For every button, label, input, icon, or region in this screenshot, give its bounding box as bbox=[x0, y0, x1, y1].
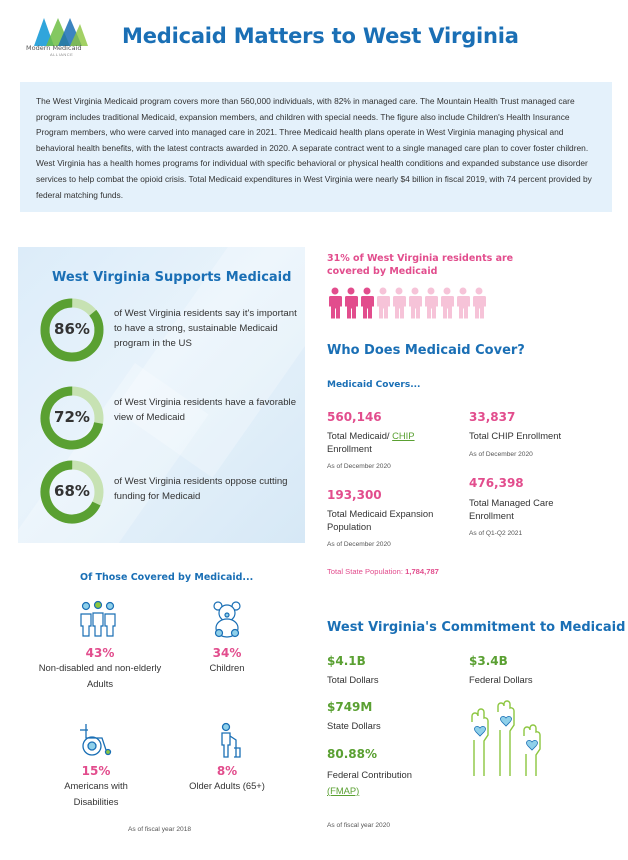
person-icon bbox=[424, 287, 438, 319]
value-total-medicaid: 560,146 bbox=[327, 410, 382, 424]
person-icon bbox=[344, 287, 358, 319]
label-state-dollars: State Dollars bbox=[327, 720, 381, 731]
supports-title: West Virginia Supports Medicaid bbox=[52, 270, 292, 285]
label-adults: Non-disabled and non-elderly Adults bbox=[38, 662, 162, 689]
value-total-dollars: $4.1B bbox=[327, 654, 366, 668]
fmap-link[interactable]: (FMAP) bbox=[327, 785, 360, 796]
state-population-value: 1,784,787 bbox=[405, 567, 439, 576]
stat-text-3: of West Virginia residents oppose cutting funding for Medicaid bbox=[114, 476, 288, 502]
intro-panel bbox=[20, 82, 612, 212]
label-older-adults: Older Adults (65+) bbox=[189, 780, 265, 791]
pct-older-adults: 8% bbox=[216, 764, 238, 778]
note-expansion: As of December 2020 bbox=[327, 541, 391, 548]
of-those-title: Of Those Covered by Medicaid... bbox=[80, 572, 254, 583]
adults-group-icon bbox=[76, 600, 120, 638]
label-total-medicaid bbox=[327, 430, 457, 455]
note-chip: As of December 2020 bbox=[469, 451, 533, 458]
wheelchair-icon bbox=[78, 722, 114, 758]
label-managed-care: Total Managed Care Enrollment bbox=[469, 497, 554, 521]
stat-text-2: of West Virginia residents have a favorable view of Medicaid bbox=[114, 397, 297, 423]
label-expansion: Total Medicaid Expansion Population bbox=[327, 508, 434, 532]
value-expansion: 193,300 bbox=[327, 488, 382, 502]
person-icon bbox=[392, 287, 406, 319]
note-managed-care: As of Q1-Q2 2021 bbox=[469, 530, 523, 537]
label-enrollment-text: Enrollment bbox=[327, 442, 372, 454]
label-disabilities: Americans with Disabilities bbox=[64, 780, 128, 807]
person-icon bbox=[408, 287, 422, 319]
person-icon bbox=[376, 287, 390, 319]
donut-label-2: 72% bbox=[54, 408, 90, 426]
label-total-medicaid-text: Total Medicaid/ bbox=[327, 430, 393, 441]
commitment-title: West Virginia's Commitment to Medicaid bbox=[327, 620, 626, 635]
person-icon bbox=[472, 287, 486, 319]
teddy-bear-icon bbox=[210, 600, 244, 638]
value-managed-care: 476,398 bbox=[469, 476, 524, 490]
label-federal-dollars: Federal Dollars bbox=[469, 674, 533, 685]
value-chip: 33,837 bbox=[469, 410, 516, 424]
value-federal-dollars: $3.4B bbox=[469, 654, 508, 668]
of-those-note: As of fiscal year 2018 bbox=[128, 826, 192, 833]
pct-children: 34% bbox=[212, 646, 242, 660]
logo-name: Modern Medicaid bbox=[26, 44, 82, 52]
who-subtitle: Medicaid Covers... bbox=[327, 380, 421, 390]
chip-link[interactable]: CHIP bbox=[392, 430, 415, 441]
raised-hands-hearts-icon bbox=[466, 700, 550, 776]
label-total-dollars: Total Dollars bbox=[327, 674, 379, 685]
label-chip: Total CHIP Enrollment bbox=[469, 430, 562, 441]
state-population bbox=[327, 567, 439, 576]
stat-text-1: of West Virginia residents say it's important to have a strong, sustainable Medicaid program in the US bbox=[114, 308, 297, 349]
person-icon bbox=[328, 287, 342, 319]
donut-label-3: 68% bbox=[54, 482, 90, 500]
person-icon bbox=[456, 287, 470, 319]
value-state-dollars: $749M bbox=[327, 700, 373, 714]
state-population-label: Total State Population: bbox=[327, 567, 406, 576]
older-adult-icon bbox=[214, 722, 244, 758]
covered-headline: 31% of West Virginia residents are covered by Medicaid bbox=[327, 253, 514, 277]
pct-disabilities: 15% bbox=[81, 764, 111, 778]
logo-subtitle: ALLIANCE bbox=[50, 52, 74, 57]
person-icon bbox=[440, 287, 454, 319]
label-children: Children bbox=[209, 662, 245, 673]
label-federal-contribution bbox=[327, 767, 412, 799]
donut-label-1: 86% bbox=[54, 320, 90, 338]
commitment-note: As of fiscal year 2020 bbox=[327, 822, 391, 829]
note-total-medicaid: As of December 2020 bbox=[327, 463, 391, 470]
person-icon bbox=[360, 287, 374, 319]
who-title: Who Does Medicaid Cover? bbox=[327, 343, 525, 358]
value-federal-contribution: 80.88% bbox=[327, 747, 377, 761]
page-title: Medicaid Matters to West Virginia bbox=[122, 24, 519, 48]
intro-text: The West Virginia Medicaid program covers more than 560,000 individuals, with 82% in managed care. The Mountain Health Trust managed care program includes traditional Medicaid, expansion members, and children with special needs. The figure also include Children's Health Insurance Program members, who were carved into managed care in 2021. Three Medicaid health plans operate in West Virginia managing physical and behavioral health benefits, with the latest contracts awarded in 2020. A separate contract went to a single managed care plan to cover foster children. West Virginia has a health homes programs for individual with specific behavioral or physical health conditions and expanded substance use disorder services to help combat the opioid crisis. Total Medicaid expenditures in West Virginia were nearly $4 billion in fiscal 2019, with 74 percent provided by federal matching funds. bbox=[36, 96, 592, 200]
pct-adults: 43% bbox=[85, 646, 115, 660]
label-federal-contribution-text: Federal Contribution bbox=[327, 769, 412, 780]
